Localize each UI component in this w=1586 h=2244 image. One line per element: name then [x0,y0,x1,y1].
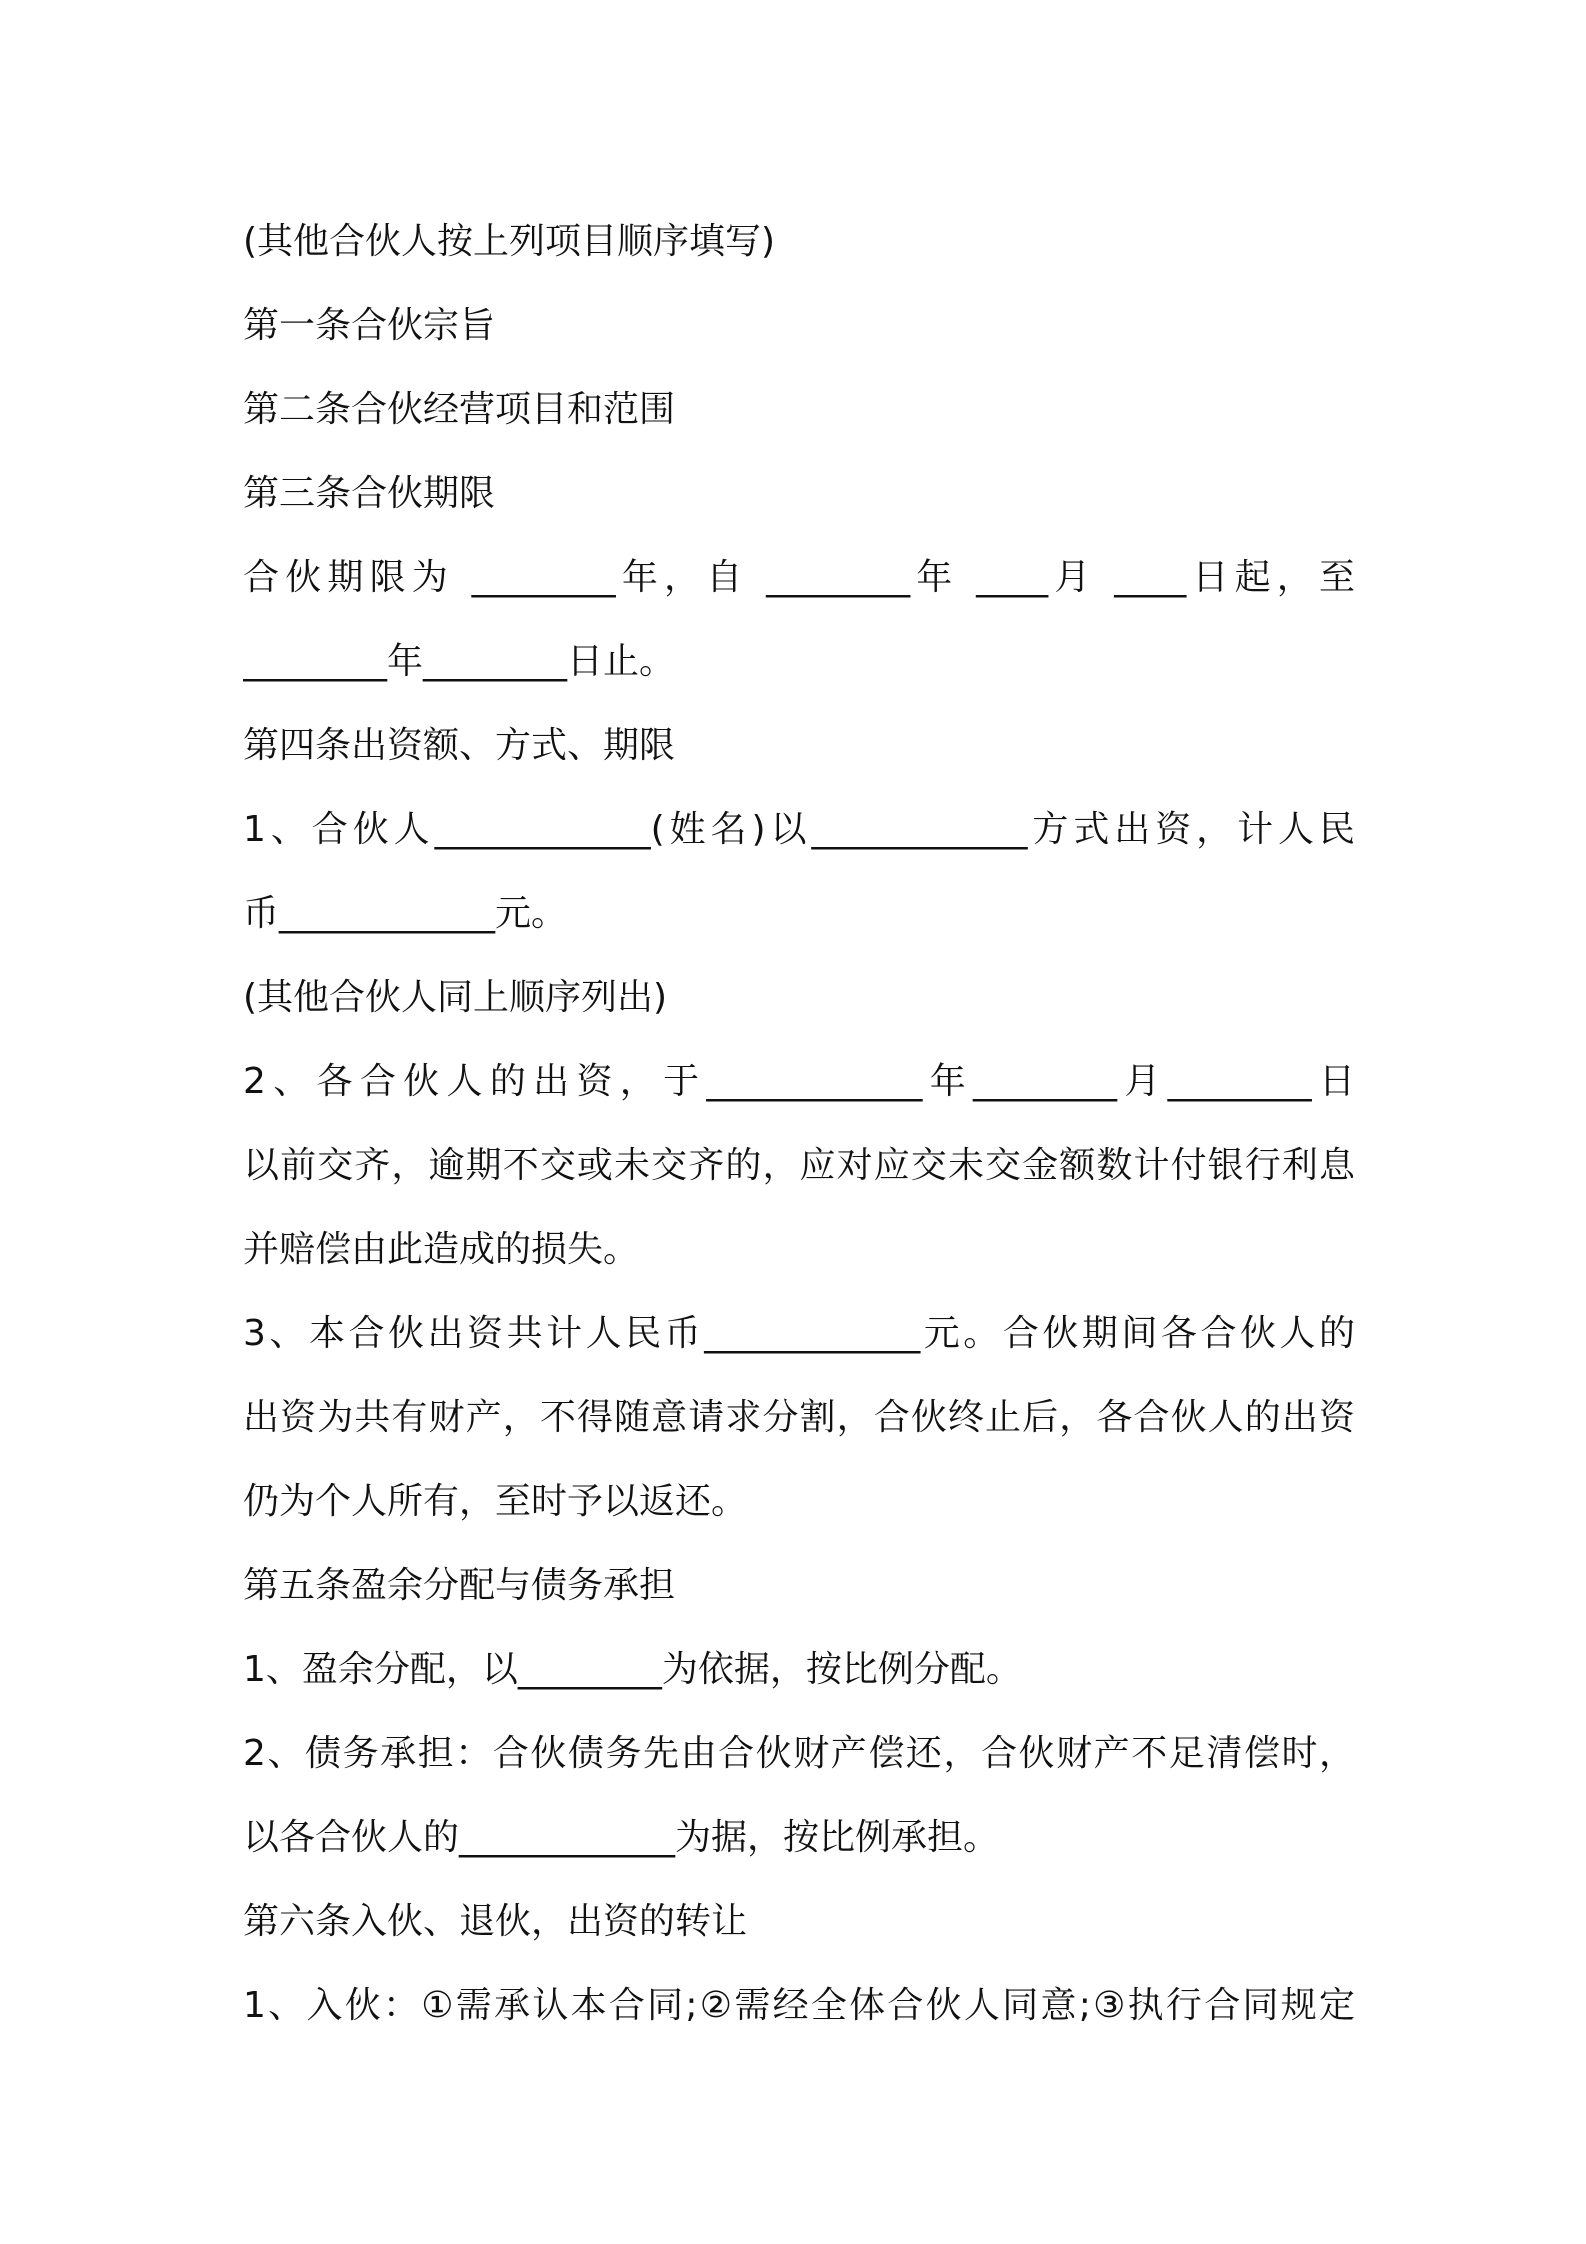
article-2-heading: 第二条合伙经营项目和范围 [243,389,676,430]
contribution-2-line-2: 以前交齐，逾期不交或未交齐的，应对应交未交金额数计付银行利息 [243,1145,1355,1186]
article-1-heading: 第一条合伙宗旨 [243,305,496,346]
profit-line: 1、盈余分配，以________为依据，按比例分配。 [243,1649,1022,1690]
article-6-heading: 第六条入伙、退伙，出资的转让 [243,1901,748,1942]
note-line: (其他合伙人同上顺序列出) [243,977,668,1018]
article-3-heading: 第三条合伙期限 [243,473,496,514]
contribution-1-line-2: 币____________元。 [243,893,568,934]
term-line-2: ________年________日止。 [243,641,676,682]
contribution-3-line-2: 出资为共有财产，不得随意请求分割，合伙终止后，各合伙人的出资 [243,1397,1355,1438]
note-line: (其他合伙人按上列项目顺序填写) [243,221,776,262]
admission-line-1: 1、入伙：①需承认本合同;②需经全体合伙人同意;③执行合同规定 [243,1985,1355,2026]
contribution-3-line-3: 仍为个人所有，至时予以返还。 [243,1481,748,1522]
contribution-2-line-3: 并赔偿由此造成的损失。 [243,1229,640,1270]
contribution-2-line-1: 2、各合伙人的出资，于____________年________月________日 [243,1061,1355,1102]
contribution-3-line-1: 3、本合伙出资共计人民币____________元。合伙期间各合伙人的 [243,1313,1355,1354]
debt-line-2: 以各合伙人的____________为据，按比例承担。 [243,1817,1000,1858]
article-4-heading: 第四条出资额、方式、期限 [243,725,676,766]
debt-line-1: 2、债务承担：合伙债务先由合伙财产偿还，合伙财产不足清偿时， [243,1733,1355,1774]
term-line-1: 合伙期限为 ________年，自 ________年 ____月 ____日起，至 [243,557,1355,598]
document-body [243,200,1355,2048]
contribution-1-line-1: 1、合伙人____________(姓名)以____________方式出资，计人民 [243,809,1355,850]
article-5-heading: 第五条盈余分配与债务承担 [243,1565,676,1606]
